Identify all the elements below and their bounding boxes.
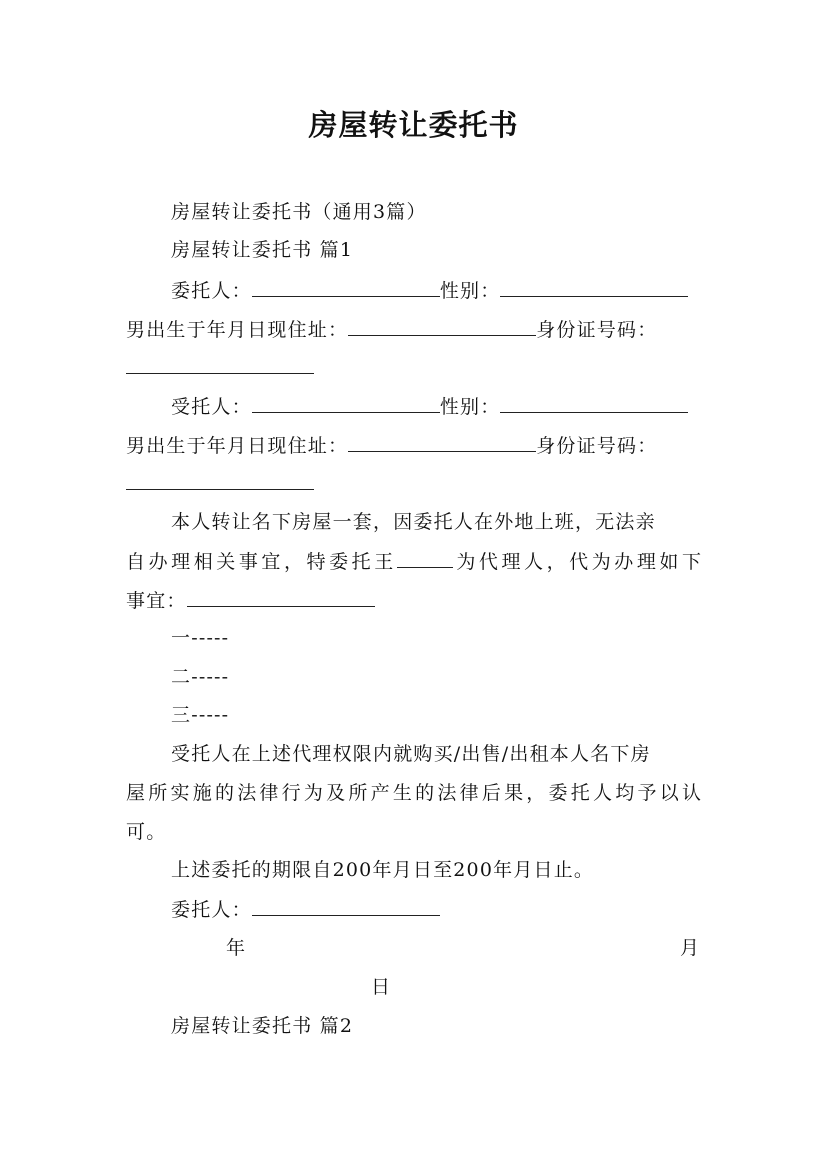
body-line-3 [126,588,375,613]
principal-address-text: 男出生于年月日现住址： [126,319,349,341]
list-item: 一----- [171,627,230,649]
list-item: 二----- [171,666,230,688]
signature-label: 委托人： [171,899,252,921]
agent-name-inline-blank [397,549,453,568]
principal-gender-blank [500,278,688,297]
signature-line [171,897,440,922]
principal-id-label: 身份证号码： [536,319,658,341]
principal-id-line [126,355,314,380]
signature-blank [252,897,440,916]
principal-address-blank [348,317,536,336]
date-month: 月 [680,937,701,959]
agent-name-blank [252,394,440,413]
agent-address-line [126,433,657,458]
body-line-2 [126,549,701,574]
agent-address-text: 男出生于年月日现住址： [126,435,349,457]
agent-label: 受托人： [171,396,252,418]
body-line-2b: 为代理人，代为办理如下 [452,551,701,573]
principal-label: 委托人： [171,280,252,302]
principal-line [171,278,688,303]
principal-id-blank [126,355,314,374]
agent-id-blank [126,471,314,490]
liability-line-2: 屋所实施的法律行为及所产生的法律后果，委托人均予以认 [126,782,701,804]
section2-heading: 房屋转让委托书 篇2 [171,1015,354,1037]
list-item: 三----- [171,704,230,726]
date-year: 年 [226,937,247,959]
agent-id-label: 身份证号码： [536,435,658,457]
agent-gender-blank [500,394,688,413]
body-line-1: 本人转让名下房屋一套，因委托人在外地上班，无法亲 [171,511,656,533]
liability-line-1: 受托人在上述代理权限内就购买/出售/出租本人名下房 [171,743,651,765]
matters-blank [187,588,375,607]
principal-name-blank [252,278,440,297]
agent-id-line [126,471,314,496]
document-subtitle: 房屋转让委托书（通用3篇） [171,201,427,223]
agent-address-blank [348,433,536,452]
agent-line [171,394,688,419]
liability-line-3: 可。 [126,821,167,843]
principal-address-line [126,317,657,342]
page-title: 房屋转让委托书 [308,108,519,142]
period-line: 上述委托的期限自200年月日至200年月日止。 [171,859,595,881]
section1-heading: 房屋转让委托书 篇1 [171,239,354,261]
body-line-2a: 自办理相关事宜，特委托王 [126,551,397,573]
matters-label: 事宜： [126,590,187,612]
agent-gender-label: 性别： [439,396,501,418]
principal-gender-label: 性别： [439,280,501,302]
date-day: 日 [371,976,392,998]
